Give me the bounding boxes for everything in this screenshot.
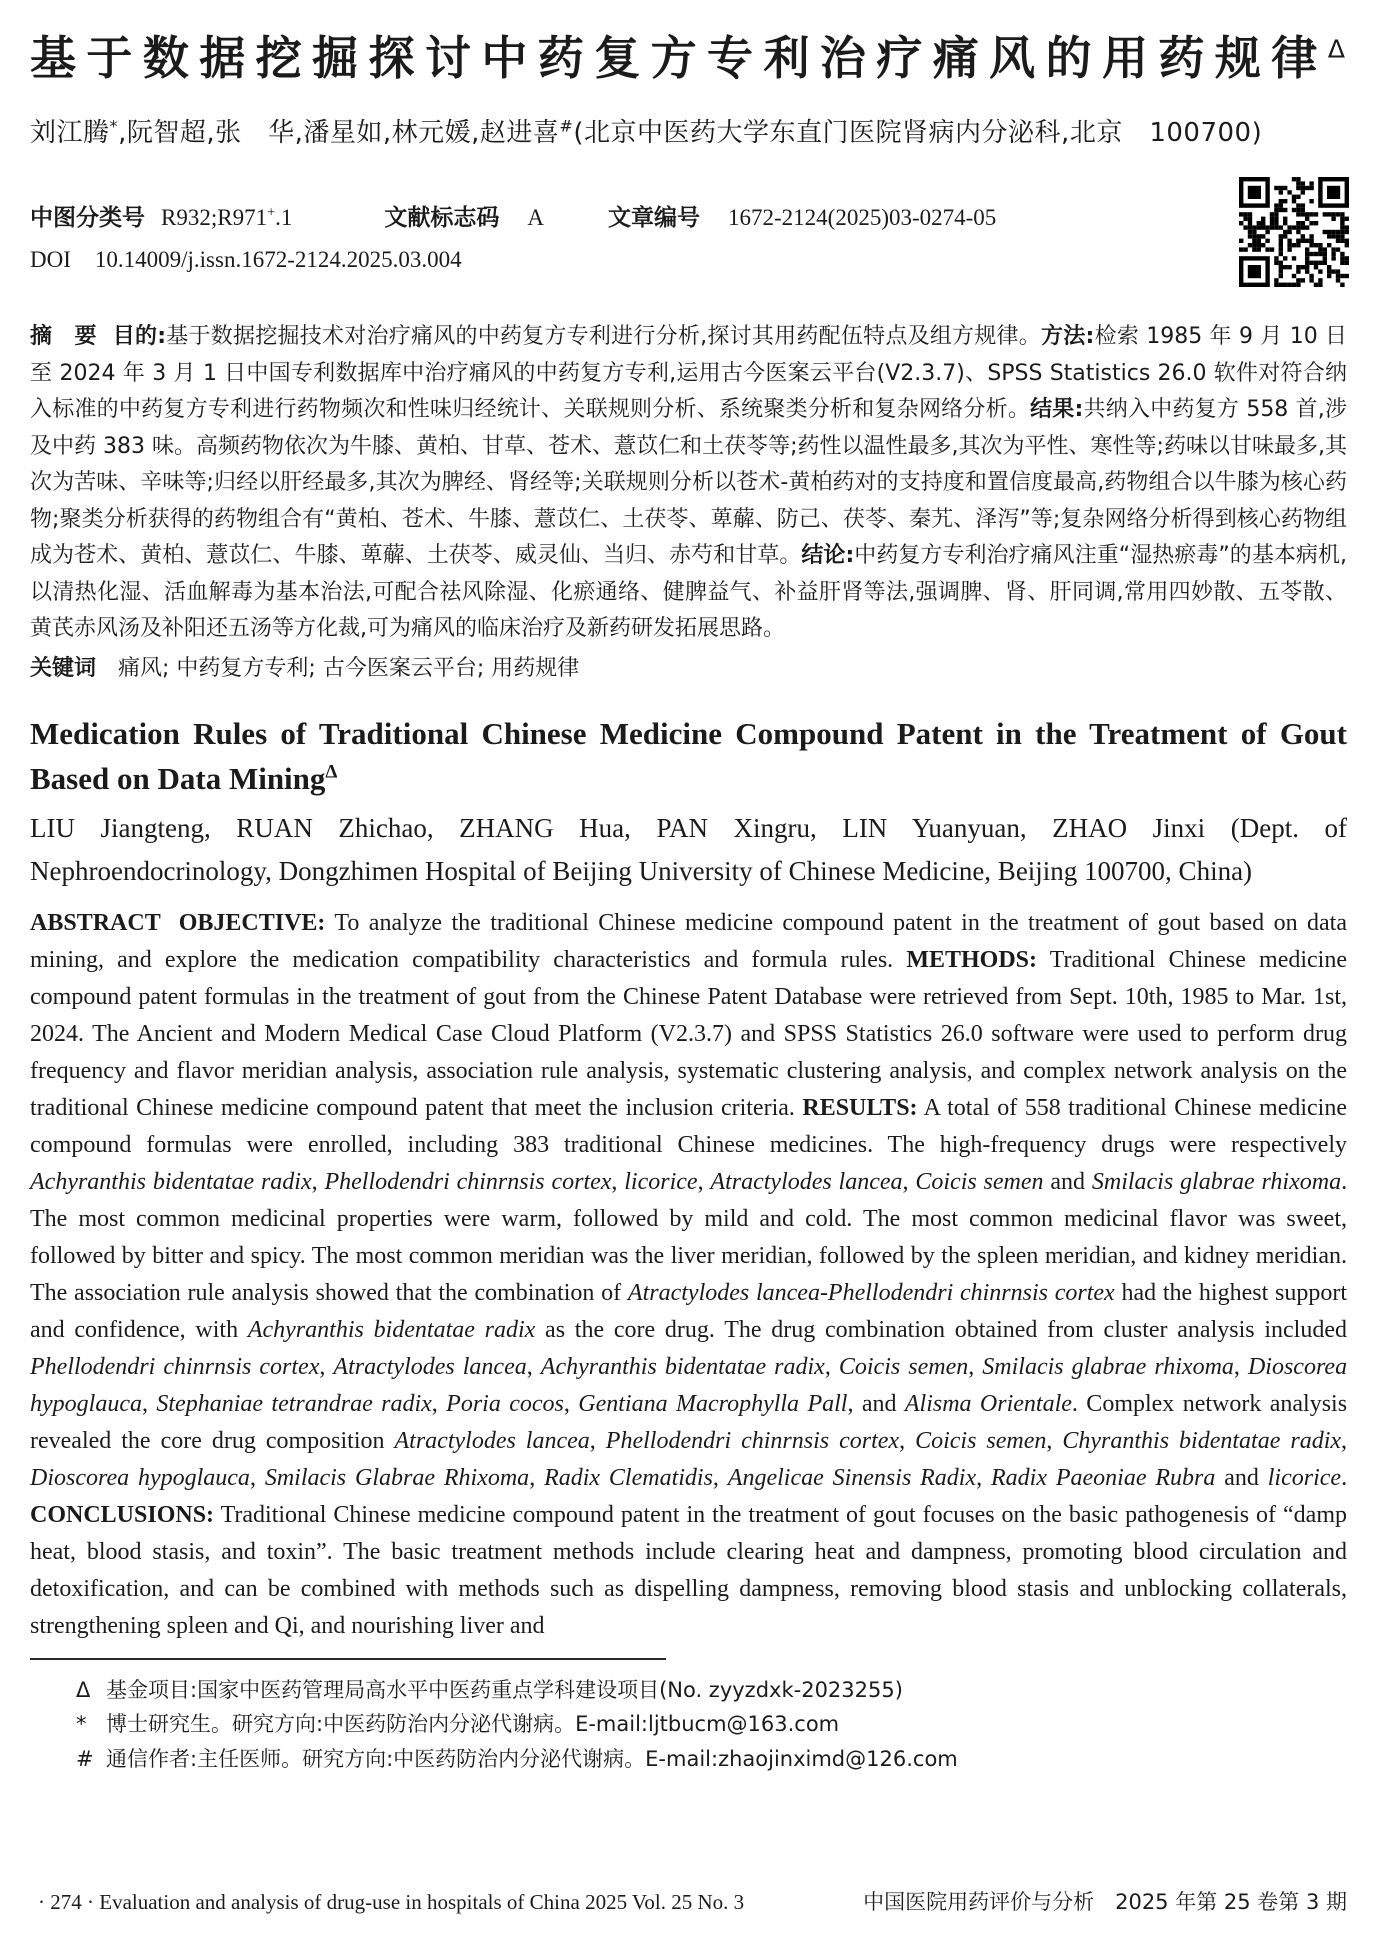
article-number-label: 文章编号 <box>608 205 700 231</box>
qr-code-image <box>1239 177 1349 287</box>
keywords-cn-label: 关键词 <box>30 655 97 681</box>
article-number-value: 1672-2124(2025)03-0274-05 <box>728 205 997 230</box>
footnote-text: 基金项目:国家中医药管理局高水平中医药重点学科建设项目(No. zyyzdxk-2023255) <box>106 1677 903 1702</box>
article-meta-row <box>30 205 1347 231</box>
abstract-en-body: OBJECTIVE: To analyze the traditional Chinese medicine compound patent in the treatment of gout based on data mining, and explore the medication compatibility characteristics and formula rules. METHODS: Traditional Chinese medicine compound patent formulas in the treatment of gout from the Chinese Patent Database were retrieved from Sept. 10th, 1985 to Mar. 1st, 2024. The Ancient and Modern Medical Case Cloud Platform (V2.3.7) and SPSS Statistics 26.0 software were used to perform drug frequency and flavor meridian analysis, association rule analysis, systematic clustering analysis, and complex network analysis on the traditional Chinese medicine compound patent that meet the inclusion criteria. RESULTS: A total of 558 traditional Chinese medicine compound formulas were enrolled, including 383 traditional Chinese medicines. The high-frequency drugs were respectively Achyranthis bidentatae radix, Phellodendri chinrnsis cortex, licorice, Atractylodes lancea, Coicis semen and Smilacis glabrae rhixoma. The most common medicinal properties were warm, followed by mild and cold. The most common medicinal flavor was sweet, followed by bitter and spicy. The most common meridian was the liver meridian, followed by the spleen meridian, and kidney meridian. The association rule analysis showed that the combination of Atractylodes lancea-Phellodendri chinrnsis cortex had the highest support and confidence, with Achyranthis bidentatae radix as the core drug. The drug combination obtained from cluster analysis included Phellodendri chinrnsis cortex, Atractylodes lancea, Achyranthis bidentatae radix, Coicis semen, Smilacis glabrae rhixoma, Dioscorea hypoglauca, Stephaniae tetrandrae radix, Poria cocos, Gentiana Macrophylla Pall, and Alisma Orientale. Complex network analysis revealed the core drug composition Atractylodes lancea, Phellodendri chinrnsis cortex, Coicis semen, Chyranthis bidentatae radix, Dioscorea hypoglauca, Smilacis Glabrae Rhixoma, Radix Clematidis, Angelicae Sinensis Radix, Radix Paeoniae Rubra and licorice. CONCLUSIONS: Traditional Chinese medicine compound patent in the treatment of gout focuses on the basic pathogenesis of “damp heat, blood stasis, and toxin”. The basic treatment methods include clearing heat and dampness, promoting blood circulation and detoxification, and can be combined with methods such as dispelling dampness, removing blood stasis and unblocking collaterals, strengthening spleen and Qi, and nourishing liver and <box>30 909 1348 1639</box>
doi-value: 10.14009/j.issn.1672-2124.2025.03.004 <box>94 247 462 272</box>
title-en-footnote-marker: Δ <box>325 761 338 783</box>
document-code-value: A <box>527 205 544 230</box>
authors-en: LIU Jiangteng, RUAN Zhichao, ZHANG Hua, PAN Xingru, LIN Yuanyuan, ZHAO Jinxi (Dept. of Nephroendocrinology, Dongzhimen Hospital of Beijing University of Chinese Medicine, Beijing 100700, China) <box>30 812 1347 886</box>
footer-journal-info-cn: 中国医院用药评价与分析 2025 年第 25 卷第 3 期 <box>863 1890 1347 1914</box>
article-title-cn <box>30 30 1347 86</box>
doi-row <box>30 247 1347 273</box>
footnote-marker: * <box>76 1712 87 1736</box>
article-title-cn-text: 基于数据挖掘探讨中药复方专利治疗痛风的用药规律 <box>30 31 1328 85</box>
doi-label: DOI <box>30 247 71 272</box>
keywords-cn <box>30 651 1347 687</box>
footnote-text: 博士研究生。研究方向:中医药防治内分泌代谢病。E-mail:ljtbucm@163.com <box>106 1712 840 1736</box>
abstract-en-label: ABSTRACT <box>30 909 161 936</box>
document-code-label: 文献标志码 <box>384 205 500 231</box>
page-footer <box>38 1886 1347 1916</box>
footnote-first-author <box>76 1707 1347 1742</box>
abstract-en <box>30 905 1347 1645</box>
abstract-cn-body: 目的:基于数据挖掘技术对治疗痛风的中药复方专利进行分析,探讨其用药配伍特点及组方规律。方法:检索 1985 年 9 月 10 日至 2024 年 3 月 1 日中国专利数据库中治疗痛风的中药复方专利,运用古今医案云平台(V2.3.7)、SPSS Statistics 26.0 软件对符合纳入标准的中药复方专利进行药物频次和性味归经统计、关联规则分析、系统聚类分析和复杂网络分析。结果:共纳入中药复方 558 首,涉及中药 383 味。高频药物依次为牛膝、黄柏、甘草、苍术、薏苡仁和土茯苓等;药性以温性最多,其次为平性、寒性等;药味以甘味最多,其次为苦味、辛味等;归经以肝经最多,其次为脾经、肾经等;关联规则分析以苍术-黄柏药对的支持度和置信度最高,药物组合以牛膝为核心药物;聚类分析获得的药物组合有“黄柏、苍术、牛膝、薏苡仁、土茯苓、萆薢、防己、茯苓、秦艽、泽泻”等;复杂网络分析得到核心药物组成为苍术、黄柏、薏苡仁、牛膝、萆薢、土茯苓、威灵仙、当归、赤芍和甘草。结论:中药复方专利治疗痛风注重“湿热瘀毒”的基本病机,以清热化湿、活血解毒为基本治法,可配合祛风除湿、化瘀通络、健脾益气、补益肝肾等法,强调脾、肾、肝同调,常用四妙散、五苓散、黄芪赤风汤及补阳还五汤等方化裁,可为痛风的临床治疗及新药研发拓展思路。 <box>30 324 1347 641</box>
footnote-funding <box>76 1673 1347 1708</box>
footnote-marker: Δ <box>76 1677 91 1702</box>
authors-cn: 刘江腾*,阮智超,张 华,潘星如,林元媛,赵进喜#(北京中医药大学东直门医院肾病内分泌科,北京 100700) <box>30 116 1263 148</box>
qr-code <box>1239 177 1349 287</box>
article-title-en-text: Medication Rules of Traditional Chinese Medicine Compound Patent in the Treatment of Gout Based on Data Mining <box>30 715 1347 796</box>
clc-number-label: 中图分类号 <box>30 205 145 231</box>
article-title-en <box>30 711 1347 801</box>
title-footnote-marker: Δ <box>1327 34 1347 64</box>
footnotes <box>76 1673 1347 1777</box>
keywords-cn-value: 痛风; 中药复方专利; 古今医案云平台; 用药规律 <box>118 655 580 681</box>
footnote-separator <box>30 1658 666 1660</box>
footnote-text: 通信作者:主任医师。研究方向:中医药防治内分泌代谢病。E-mail:zhaojinximd@126.com <box>106 1746 958 1771</box>
footnote-corresponding-author <box>76 1742 1347 1777</box>
clc-number-value: R932;R971+.1 <box>161 204 293 230</box>
footnote-marker: # <box>76 1746 94 1771</box>
footer-page-info-en: · 274 · Evaluation and analysis of drug-use in hospitals of China 2025 Vol. 25 No. 3 <box>38 1890 745 1914</box>
abstract-cn <box>30 319 1347 648</box>
abstract-cn-label: 摘 要 <box>30 324 97 349</box>
